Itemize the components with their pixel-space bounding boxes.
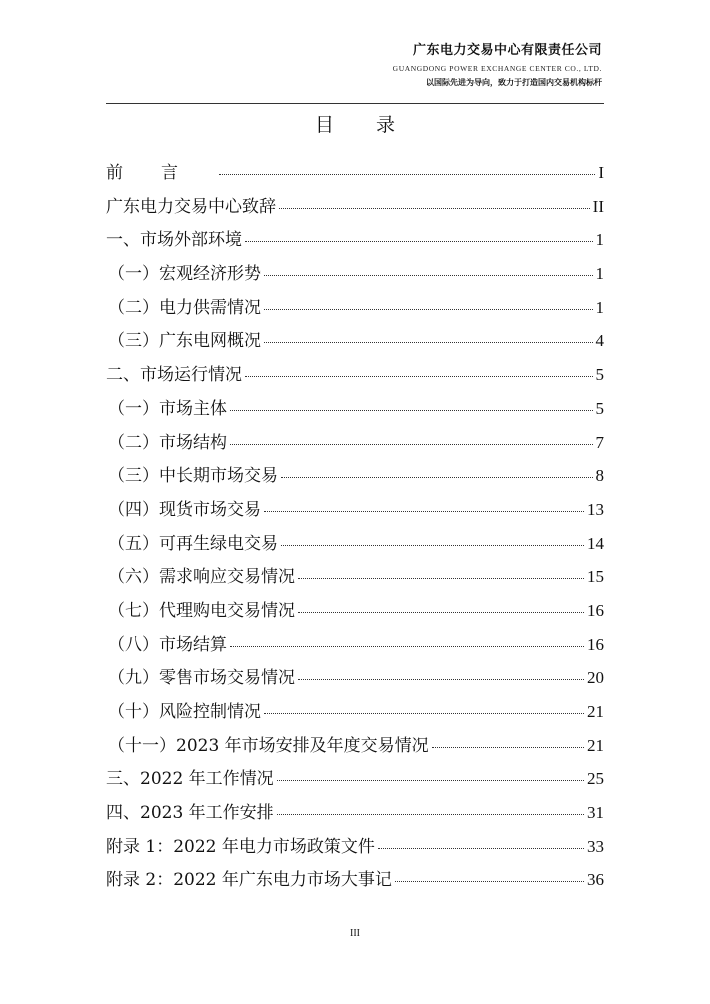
toc-entry[interactable] xyxy=(106,533,604,567)
toc-entry-page: 36 xyxy=(587,870,604,890)
toc-entry-label: 四、2023 年工作安排 xyxy=(106,803,274,824)
organization-name-english: GUANGDONG POWER EXCHANGE CENTER CO., LTD. xyxy=(392,64,602,73)
toc-entry-page: 5 xyxy=(595,398,604,418)
toc-dot-leader xyxy=(378,848,584,849)
toc-entry[interactable] xyxy=(106,162,604,196)
toc-entry-label: （二）市场结构 xyxy=(108,432,227,453)
toc-entry[interactable] xyxy=(106,768,604,802)
toc-entry[interactable] xyxy=(106,465,604,499)
toc-entry-page: 4 xyxy=(595,331,604,351)
toc-dot-leader xyxy=(277,780,584,781)
toc-entry-label: （十）风险控制情况 xyxy=(108,702,261,722)
toc-dot-leader xyxy=(230,444,593,445)
toc-dot-leader xyxy=(264,342,593,343)
toc-entry-page: I xyxy=(598,163,604,182)
toc-entry-page: 14 xyxy=(587,533,604,553)
toc-entry-page: 21 xyxy=(587,702,604,721)
page-title: 目 录 xyxy=(314,114,414,136)
toc-entry-label: 三、2022 年工作情况 xyxy=(106,769,274,790)
toc-dot-leader xyxy=(264,511,584,512)
toc-dot-leader xyxy=(245,376,593,377)
toc-entry-label: 一、市场外部环境 xyxy=(106,230,242,251)
toc-entry-label: （十一）2023 年市场安排及年度交易情况 xyxy=(108,735,429,756)
toc-dot-leader xyxy=(230,646,584,647)
toc-entry-page: 1 xyxy=(595,230,604,250)
toc-entry-label: （三）中长期市场交易 xyxy=(108,466,278,487)
toc-entry-page: 21 xyxy=(587,735,604,755)
toc-entry[interactable] xyxy=(106,330,604,364)
toc-entry[interactable] xyxy=(106,297,604,331)
toc-dot-leader xyxy=(264,275,593,276)
toc-dot-leader xyxy=(277,814,584,815)
toc-entry[interactable] xyxy=(106,398,604,432)
toc-entry[interactable] xyxy=(106,735,604,769)
toc-entry-page: 15 xyxy=(587,567,604,587)
toc-dot-leader xyxy=(219,174,595,175)
toc-entry-label: （七）代理购电交易情况 xyxy=(108,600,295,621)
toc-dot-leader xyxy=(298,578,584,579)
toc-entry[interactable] xyxy=(106,701,604,735)
header-divider xyxy=(106,103,604,104)
toc-dot-leader xyxy=(298,679,584,680)
toc-dot-leader xyxy=(281,477,593,478)
toc-entry-page: 16 xyxy=(587,634,604,654)
toc-entry-page: 8 xyxy=(595,466,604,486)
organization-name: 广东电力交易中心有限责任公司 xyxy=(412,43,602,58)
document-header xyxy=(393,44,602,87)
toc-entry-label: （三）广东电网概况 xyxy=(108,331,261,352)
toc-entry[interactable] xyxy=(106,196,604,230)
toc-entry-label: （一）宏观经济形势 xyxy=(108,264,261,285)
toc-entry-page: 13 xyxy=(587,499,604,519)
toc-dot-leader xyxy=(264,309,593,310)
toc-entry-label: （八）市场结算 xyxy=(108,634,227,655)
toc-entry-page: 7 xyxy=(595,432,604,452)
toc-entry-label: 前言 xyxy=(106,163,216,183)
toc-entry[interactable] xyxy=(106,600,604,634)
organization-slogan: 以国际先进为导向，致力于打造国内交易机构标杆 xyxy=(426,77,602,87)
toc-dot-leader xyxy=(395,881,584,882)
toc-entry[interactable] xyxy=(106,432,604,466)
toc-entry[interactable] xyxy=(106,499,604,533)
toc-entry-label: （二）电力供需情况 xyxy=(108,297,261,318)
toc-entry[interactable] xyxy=(106,566,604,600)
toc-entry-page: 5 xyxy=(595,365,604,385)
toc-entry-label: 附录 1：2022 年电力市场政策文件 xyxy=(106,836,375,857)
toc-entry-page: 20 xyxy=(587,668,604,688)
toc-dot-leader xyxy=(281,545,584,546)
toc-entry-label: 广东电力交易中心致辞 xyxy=(106,196,276,217)
toc-entry-label: （六）需求响应交易情况 xyxy=(108,567,295,588)
toc-entry-page: 1 xyxy=(595,297,604,317)
toc-entry-label: 附录 2：2022 年广东电力市场大事记 xyxy=(106,870,392,891)
toc-entry-page: 33 xyxy=(587,836,604,856)
page-number: III xyxy=(350,928,360,939)
toc-dot-leader xyxy=(230,410,593,411)
toc-entry[interactable] xyxy=(106,869,604,903)
toc-dot-leader xyxy=(298,612,584,613)
toc-entry-page: 16 xyxy=(587,600,604,620)
toc-entry-label: （四）现货市场交易 xyxy=(108,499,261,520)
toc-entry[interactable] xyxy=(106,802,604,836)
toc-entry-page: 31 xyxy=(587,803,604,823)
toc-entry[interactable] xyxy=(106,836,604,870)
toc-entry[interactable] xyxy=(106,364,604,398)
table-of-contents xyxy=(106,162,604,903)
toc-dot-leader xyxy=(264,713,584,714)
toc-entry-page: 1 xyxy=(595,264,604,284)
toc-entry-label: （一）市场主体 xyxy=(108,398,227,419)
toc-entry[interactable] xyxy=(106,634,604,668)
toc-entry[interactable] xyxy=(106,229,604,263)
toc-entry-page: II xyxy=(592,196,604,216)
toc-dot-leader xyxy=(245,241,593,242)
toc-entry-label: （九）零售市场交易情况 xyxy=(108,668,295,689)
toc-entry-label: 二、市场运行情况 xyxy=(106,365,242,386)
toc-dot-leader xyxy=(279,208,590,209)
toc-entry[interactable] xyxy=(106,667,604,701)
toc-entry-page: 25 xyxy=(587,769,604,789)
toc-entry[interactable] xyxy=(106,263,604,297)
toc-dot-leader xyxy=(432,747,584,748)
toc-entry-label: （五）可再生绿电交易 xyxy=(108,533,278,554)
